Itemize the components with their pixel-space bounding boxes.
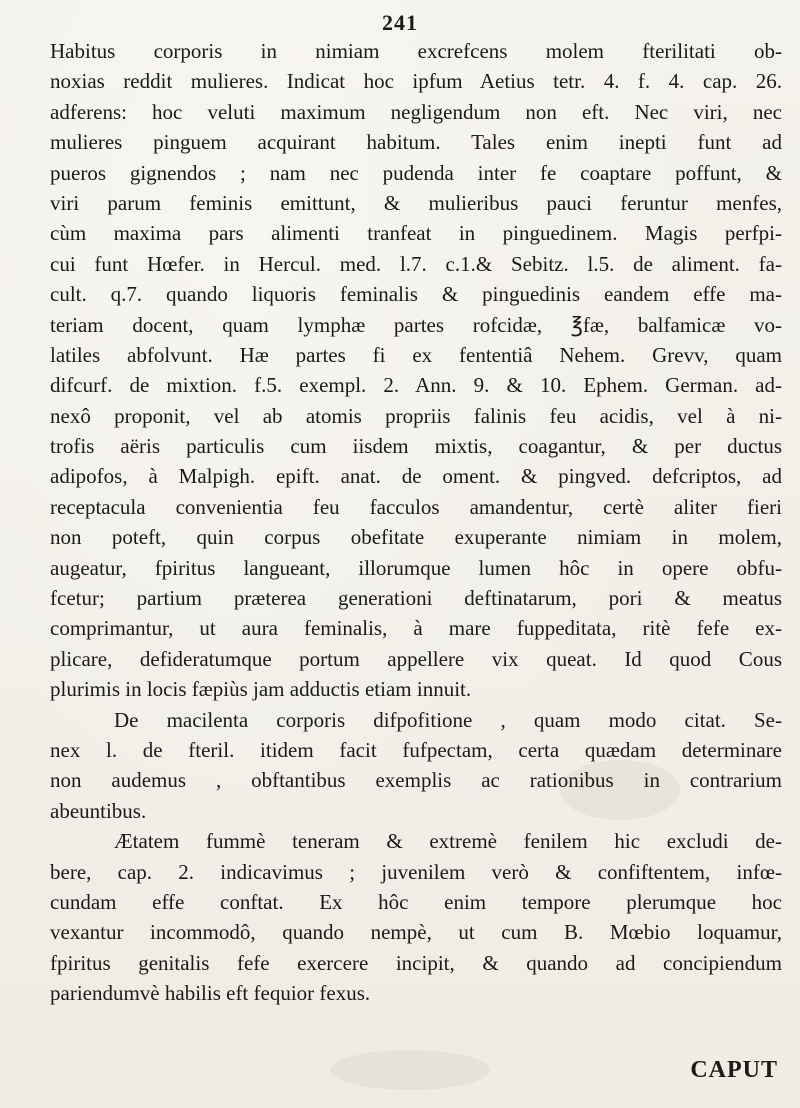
- text-line: fpiritus genitalis fefe exercere incipit, & quando ad concipiendum: [50, 950, 782, 975]
- text-line: cult. q.7. quando liquoris feminalis & pinguedinis eandem effe ma-: [50, 282, 782, 307]
- text-line: abeuntibus.: [50, 798, 147, 823]
- text-line: receptacula convenientia feu facculos amandentur, certè aliter fieri: [50, 494, 782, 519]
- text-line: pueros gignendos ; nam nec pudenda inter fe coaptare poffunt, &: [50, 160, 782, 185]
- page-number: 241: [382, 10, 418, 35]
- text-line: comprimantur, ut aura feminalis, à mare fuppeditata, ritè fefe ex-: [50, 616, 782, 641]
- text-line: latiles abfolvunt. Hæ partes fi ex fententiâ Nehem. Grevv, quam: [50, 342, 782, 367]
- text-line: Habitus corporis in nimiam excrefcens molem fterilitati ob-: [50, 39, 782, 63]
- text-line: viri parum feminis emittunt, & mulieribus pauci feruntur menfes,: [50, 190, 782, 215]
- text-line: adferens: hoc veluti maximum negligendum non eft. Nec viri, nec: [50, 99, 782, 124]
- text-line: nex l. de fteril. itidem facit fufpectam, certa quædam determinare: [50, 737, 782, 762]
- text-line: augeatur, fpiritus langueant, illorumque lumen hôc in opere obfu-: [50, 555, 782, 580]
- text-line: nexô proponit, vel ab atomis propriis falinis feu acidis, vel à ni-: [50, 403, 782, 428]
- text-line: De macilenta corporis difpofitione , quam modo citat. Se-: [114, 707, 782, 732]
- text-line: non audemus , obftantibus exemplis ac rationibus in contrarium: [50, 768, 782, 793]
- text-line: teriam docent, quam lymphæ partes rofcidæ, ℥fæ, balfamicæ vo-: [50, 312, 782, 337]
- text-line: plicare, defideratumque portum appellere vix queat. Id quod Cous: [50, 646, 782, 671]
- text-line: mulieres pinguem acquirant habitum. Tales enim inepti funt ad: [50, 130, 782, 155]
- text-line: cui funt Hœfer. in Hercul. med. l.7. c.1.& Sebitz. l.5. de aliment. fa-: [50, 251, 782, 276]
- text-line: trofis aëris particulis cum iisdem mixtis, coagantur, & per ductus: [50, 434, 782, 459]
- text-line: plurimis in locis fæpiùs jam adductis etiam innuit.: [50, 677, 472, 702]
- text-line: vexantur incommodô, quando nempè, ut cum B. Mœbio loquamur,: [50, 920, 782, 945]
- body-text: [50, 36, 782, 1009]
- text-line: difcurf. de mixtion. f.5. exempl. 2. Ann. 9. & 10. Ephem. German. ad-: [50, 373, 782, 398]
- text-line: cundam effe conftat. Ex hôc enim tempore plerumque hoc: [50, 889, 782, 914]
- text-line: adipofos, à Malpigh. epift. anat. de oment. & pingved. defcriptos, ad: [50, 464, 782, 489]
- text-line: cùm maxima pars alimenti tranfeat in pinguedinem. Magis perfpi-: [50, 221, 782, 246]
- text-line: Ætatem fummè teneram & extremè fenilem hic excludi de-: [114, 829, 782, 854]
- text-line: bere, cap. 2. indicavimus ; juvenilem verò & confiftentem, infœ-: [50, 859, 782, 884]
- text-line: noxias reddit mulieres. Indicat hoc ipfum Aetius tetr. 4. f. 4. cap. 26.: [50, 69, 782, 94]
- text-line: pariendumvè habilis eft fequior fexus.: [50, 981, 371, 1006]
- paper-stain: [330, 1050, 490, 1090]
- text-line: non poteft, quin corpus obefitate exuperante nimiam in molem,: [50, 525, 782, 550]
- text-line: fcetur; partium præterea generationi deftinatarum, pori & meatus: [50, 586, 782, 611]
- catchword: CAPUT: [690, 1057, 778, 1083]
